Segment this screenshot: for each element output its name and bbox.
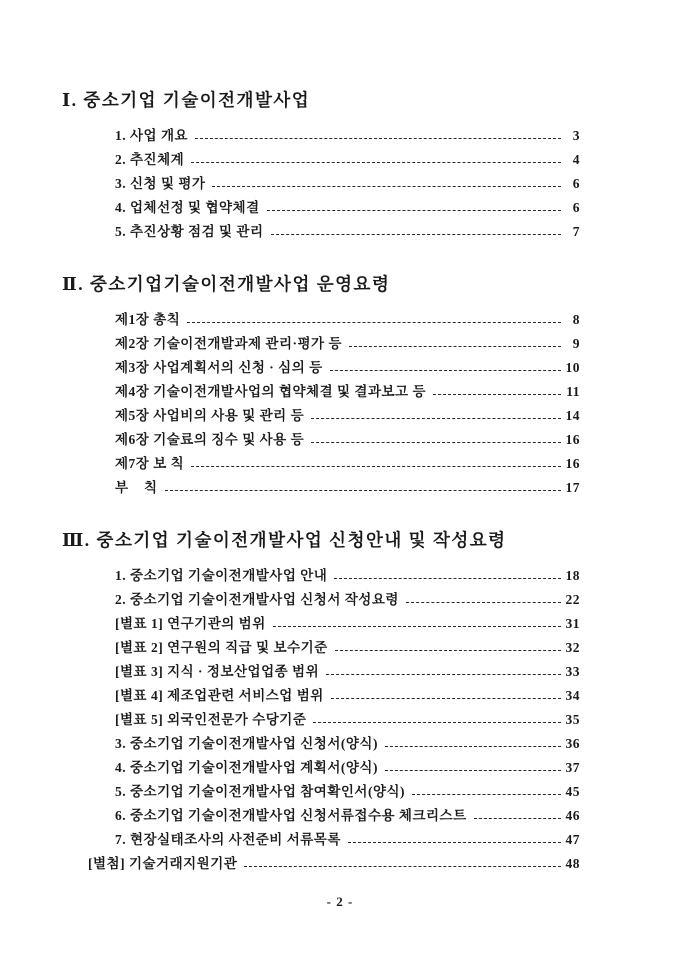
dotted-leader	[311, 442, 561, 443]
dotted-leader	[195, 138, 561, 139]
dotted-leader	[311, 418, 561, 419]
toc-entry-page: 31	[565, 616, 580, 631]
toc-entry-label: 부 칙	[115, 480, 158, 495]
toc-entry	[62, 308, 580, 332]
dotted-leader	[165, 490, 561, 491]
dotted-leader	[244, 866, 561, 867]
toc-entry-label: 4. 업체선정 및 협약체결	[115, 200, 260, 215]
toc-entry	[62, 636, 580, 660]
toc-entry-label: [별표 3] 지식 · 정보산업업종 범위	[115, 664, 320, 679]
toc-entry	[62, 172, 580, 196]
toc-entry-label: [별첨] 기술거래지원기관	[88, 856, 238, 871]
section-1-entries	[62, 124, 580, 244]
dotted-leader	[406, 602, 561, 603]
toc-entry-page: 7	[572, 224, 580, 239]
toc-entry-label: 4. 중소기업 기술이전개발사업 계획서(양식)	[115, 760, 378, 775]
dotted-leader	[191, 162, 561, 163]
toc-entry	[62, 708, 580, 732]
toc-entry-page: 9	[572, 336, 580, 351]
toc-entry-label: 2. 중소기업 기술이전개발사업 신청서 작성요령	[115, 592, 399, 607]
toc-entry-page: 14	[565, 408, 580, 423]
toc-entry-page: 8	[572, 312, 580, 327]
toc-entry	[62, 148, 580, 172]
dotted-leader	[385, 770, 561, 771]
toc-entry-page: 16	[565, 456, 580, 471]
toc-entry-page: 48	[565, 856, 580, 871]
page-number-footer: - 2 -	[326, 894, 354, 909]
toc-entry-label: 5. 중소기업 기술이전개발사업 참여확인서(양식)	[115, 784, 406, 799]
toc-entry	[62, 428, 580, 452]
toc-entry-page: 3	[572, 128, 580, 143]
toc-entry	[62, 332, 580, 356]
dotted-leader	[326, 674, 561, 675]
section-1-title: Ⅰ. 중소기업 기술이전개발사업	[62, 90, 311, 110]
section-3-title: Ⅲ. 중소기업 기술이전개발사업 신청안내 및 작성요령	[62, 530, 507, 550]
dotted-leader	[349, 346, 561, 347]
section-3	[62, 528, 580, 876]
toc-entry-page: 22	[565, 592, 580, 607]
toc-entry	[62, 356, 580, 380]
toc-entry-label: 제1장 총칙	[115, 312, 181, 327]
toc-entry-page: 6	[572, 200, 580, 215]
toc-entry-label: 2. 추진체계	[115, 152, 185, 167]
toc-entry-label: [별표 5] 외국인전문가 수당기준	[115, 712, 307, 727]
toc-entry-label: 1. 사업 개요	[115, 128, 189, 143]
toc-entry-page: 11	[566, 384, 580, 399]
toc-entry	[62, 476, 580, 500]
toc-entry-page: 32	[565, 640, 580, 655]
toc-entry-label: 5. 추진상황 점검 및 관리	[115, 224, 264, 239]
toc-entry	[62, 452, 580, 476]
section-2	[62, 272, 580, 500]
toc-entry-page: 46	[565, 808, 580, 823]
toc-entry-label: [별표 1] 연구기관의 범위	[115, 616, 266, 631]
toc-entry-page: 47	[565, 832, 580, 847]
toc-entry-page: 33	[565, 664, 580, 679]
toc-entry-label: 제3장 사업계획서의 신청 · 심의 등	[115, 360, 323, 375]
toc-entry-label: 3. 중소기업 기술이전개발사업 신청서(양식)	[115, 736, 378, 751]
toc-entry	[62, 756, 580, 780]
toc-entry-label: [별표 4] 제조업관련 서비스업 범위	[115, 688, 324, 703]
toc-entry	[62, 684, 580, 708]
dotted-leader	[267, 210, 561, 211]
section-2-title: Ⅱ. 중소기업기술이전개발사업 운영요령	[62, 274, 391, 294]
dotted-leader	[433, 394, 561, 395]
toc-entry	[62, 804, 580, 828]
toc-entry-label: 6. 중소기업 기술이전개발사업 신청서류접수용 체크리스트	[115, 808, 467, 823]
toc-entry-label: 제2장 기술이전개발과제 관리·평가 등	[115, 336, 342, 351]
dotted-leader	[313, 722, 561, 723]
toc-entry-page: 37	[565, 760, 580, 775]
dotted-leader	[385, 746, 561, 747]
dotted-leader	[334, 578, 561, 579]
toc-entry	[62, 588, 580, 612]
toc-entry	[62, 124, 580, 148]
toc-entry	[62, 780, 580, 804]
toc-entry-page: 35	[565, 712, 580, 727]
toc-entry	[62, 196, 580, 220]
toc-entry-page: 34	[565, 688, 580, 703]
toc-entry-label: 1. 중소기업 기술이전개발사업 안내	[115, 568, 328, 583]
toc-entry	[62, 852, 580, 876]
toc-entry	[62, 612, 580, 636]
toc-entry-label: 제5장 사업비의 사용 및 관리 등	[115, 408, 305, 423]
toc-entry-label: 제6장 기술료의 징수 및 사용 등	[115, 432, 305, 447]
dotted-leader	[187, 322, 561, 323]
dotted-leader	[271, 234, 562, 235]
toc-entry-page: 36	[565, 736, 580, 751]
toc-entry-page: 18	[565, 568, 580, 583]
toc-entry-page: 10	[565, 360, 580, 375]
dotted-leader	[273, 626, 561, 627]
section-1	[62, 88, 580, 244]
toc-entry-page: 17	[565, 480, 580, 495]
toc-entry-label: 3. 신청 및 평가	[115, 176, 206, 191]
dotted-leader	[474, 818, 561, 819]
toc-entry	[62, 660, 580, 684]
dotted-leader	[191, 466, 561, 467]
toc-entry	[62, 564, 580, 588]
dotted-leader	[212, 186, 561, 187]
toc-entry-page: 16	[565, 432, 580, 447]
toc-entry	[62, 732, 580, 756]
dotted-leader	[330, 370, 561, 371]
toc-entry	[62, 404, 580, 428]
toc-entry-label: 7. 현장실태조사의 사전준비 서류목록	[115, 832, 341, 847]
toc-entry	[62, 828, 580, 852]
toc-entry-page: 6	[572, 176, 580, 191]
section-3-entries	[62, 564, 580, 876]
toc-entry-label: 제4장 기술이전개발사업의 협약체결 및 결과보고 등	[115, 384, 426, 399]
dotted-leader	[331, 698, 561, 699]
dotted-leader	[335, 650, 561, 651]
toc-entry-page: 45	[565, 784, 580, 799]
toc-entry	[62, 220, 580, 244]
toc-entry-page: 4	[572, 152, 580, 167]
dotted-leader	[412, 794, 561, 795]
dotted-leader	[348, 842, 561, 843]
toc-entry-label: [별표 2] 연구원의 직급 및 보수기준	[115, 640, 328, 655]
toc-entry	[62, 380, 580, 404]
section-2-entries	[62, 308, 580, 500]
toc-entry-label: 제7장 보 칙	[115, 456, 185, 471]
